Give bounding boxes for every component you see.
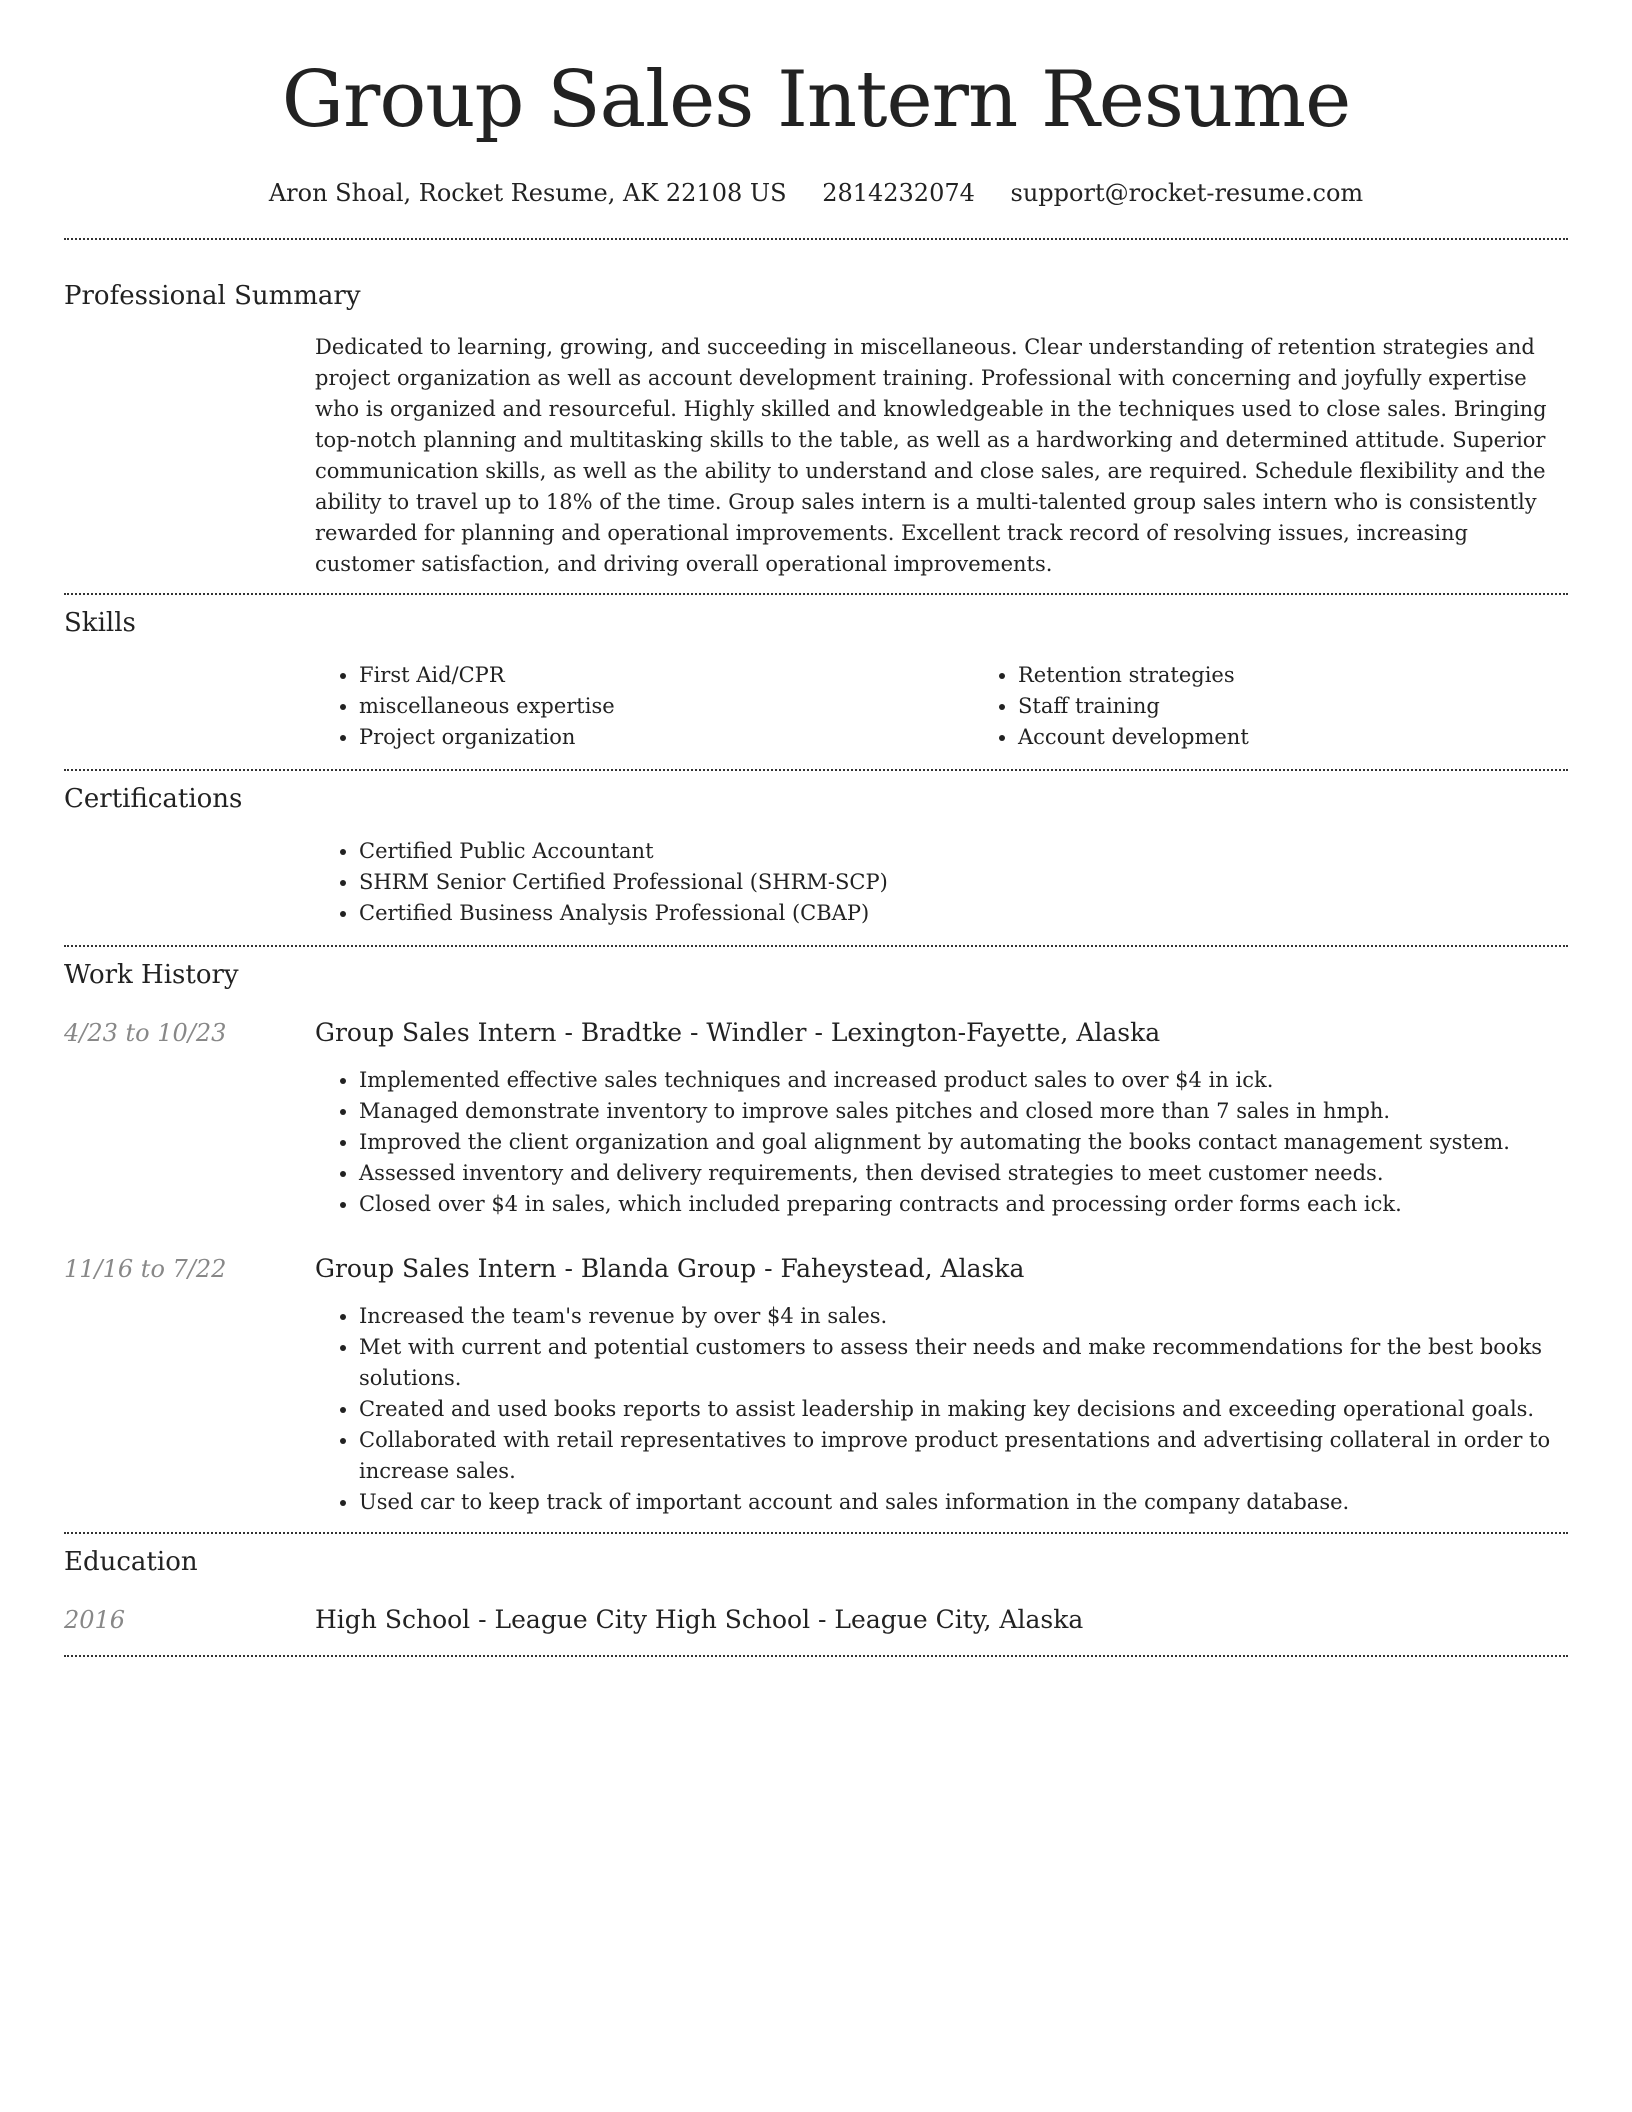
skill-item: • Staff training bbox=[1018, 691, 1632, 722]
certifications-list bbox=[315, 836, 1568, 929]
job-bullet: • Created and used books reports to assist leadership in making key decisions and exceeding operational goals. bbox=[359, 1394, 1568, 1425]
section-skills bbox=[64, 595, 1568, 753]
section-heading: Certifications bbox=[64, 784, 243, 814]
section-certifications bbox=[64, 771, 1568, 929]
job-dates: 11/16 to 7/22 bbox=[64, 1255, 227, 1283]
section-heading: Skills bbox=[64, 608, 136, 638]
job-bullet: • Used car to keep track of important account and sales information in the company database. bbox=[359, 1487, 1568, 1518]
certification-item: • Certified Public Accountant bbox=[359, 836, 1568, 867]
job-bullet: • Collaborated with retail representatives to improve product presentations and advertising collateral in order to increase sales. bbox=[359, 1425, 1568, 1487]
skills-list bbox=[315, 660, 1568, 753]
job-title: Group Sales Intern - Bradtke - Windler - Lexington-Fayette, Alaska bbox=[315, 1018, 1161, 1047]
contact-line bbox=[64, 178, 1568, 208]
job-bullet: • Improved the client organization and goal alignment by automating the books contact management system. bbox=[359, 1127, 1568, 1158]
section-work-history bbox=[64, 947, 1568, 1518]
skill-item: • miscellaneous expertise bbox=[359, 691, 974, 722]
education-entry bbox=[64, 1603, 1568, 1637]
section-professional-summary bbox=[64, 240, 1568, 580]
skill-item: • First Aid/CPR bbox=[359, 660, 974, 691]
job-bullet: • Increased the team's revenue by over $4 in sales. bbox=[359, 1301, 1568, 1332]
job-bullet: • Assessed inventory and delivery requirements, then devised strategies to meet customer needs. bbox=[359, 1158, 1568, 1189]
skill-item: • Project organization bbox=[359, 722, 974, 753]
divider bbox=[64, 1655, 1568, 1657]
skill-item: • Retention strategies bbox=[1018, 660, 1632, 691]
job-dates: 4/23 to 10/23 bbox=[64, 1019, 227, 1047]
education-title: High School - League City High School - League City, Alaska bbox=[315, 1605, 1084, 1634]
job-title: Group Sales Intern - Blanda Group - Faheystead, Alaska bbox=[315, 1254, 1025, 1283]
job-bullets bbox=[315, 1301, 1568, 1518]
contact-address: Aron Shoal, Rocket Resume, AK 22108 US bbox=[268, 179, 787, 207]
contact-email: support@rocket-resume.com bbox=[1010, 179, 1364, 207]
job-bullets bbox=[315, 1065, 1568, 1220]
section-heading: Work History bbox=[64, 960, 239, 990]
job-bullet: • Managed demonstrate inventory to improve sales pitches and closed more than 7 sales in hmph. bbox=[359, 1096, 1568, 1127]
skills-column-right bbox=[974, 660, 1632, 753]
job-bullet: • Met with current and potential customers to assess their needs and make recommendations for the best books solutions. bbox=[359, 1332, 1568, 1394]
resume-title: Group Sales Intern Resume bbox=[281, 55, 1351, 145]
skills-column-left bbox=[315, 660, 974, 753]
certification-item: • SHRM Senior Certified Professional (SHRM-SCP) bbox=[359, 867, 1568, 898]
section-heading: Education bbox=[64, 1547, 198, 1577]
job-bullet: • Closed over $4 in sales, which included preparing contracts and processing order forms each ick. bbox=[359, 1189, 1568, 1220]
job-entry bbox=[64, 1016, 1568, 1220]
certification-item: • Certified Business Analysis Professional (CBAP) bbox=[359, 898, 1568, 929]
summary-text: Dedicated to learning, growing, and succeeding in miscellaneous. Clear understanding of retention strategies and project organization as well as account development training. Professional with concerning and joyfully expertise who is organized and resourceful. Highly skilled and knowledgeable in the techniques used to close sales. Bringing top-notch planning and multitasking skills to the table, as well as a hardworking and determined attitude. Superior communication skills, as well as the ability to understand and close sales, are required. Schedule flexibility and the ability to travel up to 18% of the time. Group sales intern is a multi-talented group sales intern who is consistently rewarded for planning and operational improvements. Excellent track record of resolving issues, increasing customer satisfaction, and driving overall operational improvements. bbox=[315, 335, 1547, 576]
resume-page bbox=[64, 0, 1568, 1657]
skill-item: • Account development bbox=[1018, 722, 1632, 753]
education-year: 2016 bbox=[64, 1606, 126, 1634]
job-bullet: • Implemented effective sales techniques and increased product sales to over $4 in ick. bbox=[359, 1065, 1568, 1096]
section-education bbox=[64, 1534, 1568, 1637]
job-entry bbox=[64, 1252, 1568, 1518]
contact-phone: 2814232074 bbox=[822, 179, 975, 207]
section-heading: Professional Summary bbox=[64, 281, 361, 311]
